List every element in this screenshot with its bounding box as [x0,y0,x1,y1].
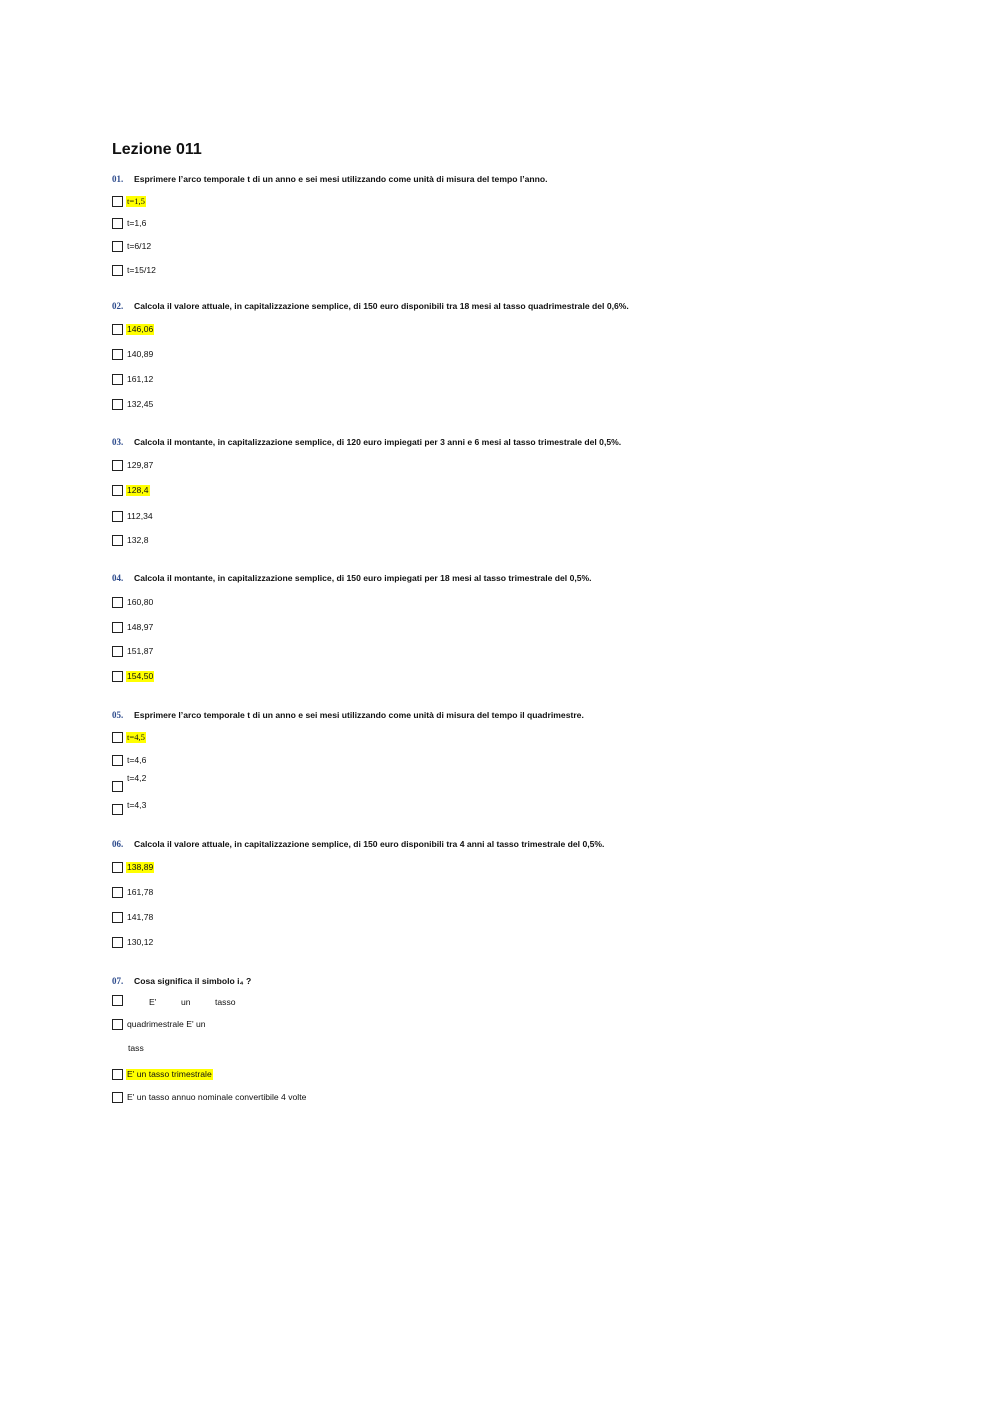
option-label: 160,80 [127,596,154,607]
option-q05-c-label: t=4,2 [127,773,147,783]
checkbox[interactable] [112,511,123,522]
option-label: t=4,6 [127,754,147,765]
question-number: 07. [112,976,124,986]
checkbox[interactable] [112,755,123,766]
option-label: 129,87 [127,459,154,470]
checkbox[interactable] [112,485,123,496]
option-label: 112,34 [127,510,153,521]
option-q01-d[interactable] [112,263,157,277]
option-label: 161,78 [127,886,154,897]
option-label: E' un tasso trimestrale [127,1068,212,1079]
option-q02-d[interactable] [112,397,154,411]
checkbox[interactable] [112,622,123,633]
option-q07-a-word-1: E' [149,997,157,1007]
question-07 [112,976,251,986]
option-q07-c[interactable] [112,1067,213,1081]
option-label: quadrimestrale E' un [127,1018,206,1029]
question-number: 04. [112,573,124,583]
question-number: 05. [112,710,124,720]
checkbox[interactable] [112,995,123,1006]
question-02 [112,301,629,311]
option-q07-b-continuation: tass [128,1043,144,1053]
option-q02-a[interactable] [112,322,154,336]
question-number: 06. [112,839,124,849]
checkbox[interactable] [112,1019,123,1030]
checkbox[interactable] [112,937,123,948]
question-text: Calcola il valore attuale, in capitalizzazione semplice, di 150 euro disponibili tra 18 mesi al tasso quadrimestrale del 0,6%. [134,301,629,311]
option-label: t=4,5 [127,731,145,742]
option-q03-c[interactable] [112,509,154,523]
option-q06-b[interactable] [112,885,154,899]
checkbox[interactable] [112,781,123,792]
checkbox[interactable] [112,374,123,385]
option-q04-a[interactable] [112,595,154,609]
option-q05-d[interactable] [112,799,147,816]
option-q06-d[interactable] [112,935,154,949]
question-04 [112,573,592,583]
option-label: 161,12 [127,373,154,384]
option-label: 140,89 [127,348,154,359]
option-q06-a[interactable] [112,860,154,874]
question-03 [112,437,621,447]
question-number: 03. [112,437,124,447]
option-label: 154,50 [127,670,154,681]
option-q03-b[interactable] [112,483,150,497]
option-q04-b[interactable] [112,620,154,634]
checkbox[interactable] [112,1092,123,1103]
option-label: E' un tasso annuo nominale convertibile 4 volte [127,1091,307,1102]
option-label: 148,97 [127,621,154,632]
option-label: t=15/12 [127,264,156,275]
option-q01-c[interactable] [112,239,152,253]
option-q07-b[interactable] [112,1017,207,1031]
option-label: 132,8 [127,534,149,545]
checkbox[interactable] [112,196,123,207]
checkbox[interactable] [112,804,123,815]
question-text: Esprimere l’arco temporale t di un anno e sei mesi utilizzando come unità di misura del tempo il quadrimestre. [134,710,584,720]
question-text: Cosa significa il simbolo i₄ ? [134,976,252,986]
checkbox[interactable] [112,862,123,873]
checkbox[interactable] [112,349,123,360]
option-q01-a[interactable] [112,194,146,208]
option-q02-b[interactable] [112,347,154,361]
checkbox[interactable] [112,218,123,229]
question-06 [112,839,604,849]
checkbox[interactable] [112,241,123,252]
option-label: 132,45 [127,398,154,409]
checkbox[interactable] [112,887,123,898]
option-label: t=6/12 [127,240,152,251]
option-q05-a[interactable] [112,730,146,744]
checkbox[interactable] [112,912,123,923]
option-q07-a-box[interactable] [112,995,126,1006]
question-05 [112,710,584,720]
option-label: 130,12 [127,936,154,947]
option-label: 128,4 [127,484,149,495]
option-q07-a-word-3: tasso [215,997,236,1007]
checkbox[interactable] [112,671,123,682]
option-q03-a[interactable] [112,458,154,472]
option-q02-c[interactable] [112,372,154,386]
option-q07-a-word-2: un [181,997,191,1007]
option-label: t=4,3 [127,799,147,810]
question-01 [112,174,548,184]
checkbox[interactable] [112,399,123,410]
option-q01-b[interactable] [112,216,147,230]
option-q05-c-box[interactable] [112,781,126,792]
question-text: Calcola il montante, in capitalizzazione semplice, di 120 euro impiegati per 3 anni e 6 mesi al tasso trimestrale del 0,5%. [134,437,622,447]
option-label: 138,89 [127,861,154,872]
option-q04-c[interactable] [112,644,154,658]
question-text: Calcola il montante, in capitalizzazione semplice, di 150 euro impiegati per 18 mesi al tasso trimestrale del 0,5%. [134,573,592,583]
option-label: t=1,6 [127,217,147,228]
question-text: Calcola il valore attuale, in capitalizzazione semplice, di 150 euro disponibili tra 4 anni al tasso trimestrale del 0,5%. [134,839,605,849]
question-text: Esprimere l’arco temporale t di un anno e sei mesi utilizzando come unità di misura del tempo l’anno. [134,174,548,184]
option-label: t=1,5 [127,195,145,206]
option-label: 146,06 [127,323,154,334]
option-q06-c[interactable] [112,910,154,924]
checkbox[interactable] [112,1069,123,1080]
option-q04-d[interactable] [112,669,154,683]
option-q07-d[interactable] [112,1090,307,1104]
option-label: 151,87 [127,645,154,656]
checkbox[interactable] [112,646,123,657]
option-q03-d[interactable] [112,533,150,547]
checkbox[interactable] [112,460,123,471]
checkbox[interactable] [112,732,123,743]
checkbox[interactable] [112,324,123,335]
option-q05-b[interactable] [112,753,147,767]
checkbox[interactable] [112,535,123,546]
question-number: 01. [112,174,124,184]
checkbox[interactable] [112,597,123,608]
option-label: 141,78 [127,911,154,922]
checkbox[interactable] [112,265,123,276]
question-number: 02. [112,301,124,311]
page-title: Lezione 011 [112,141,202,158]
